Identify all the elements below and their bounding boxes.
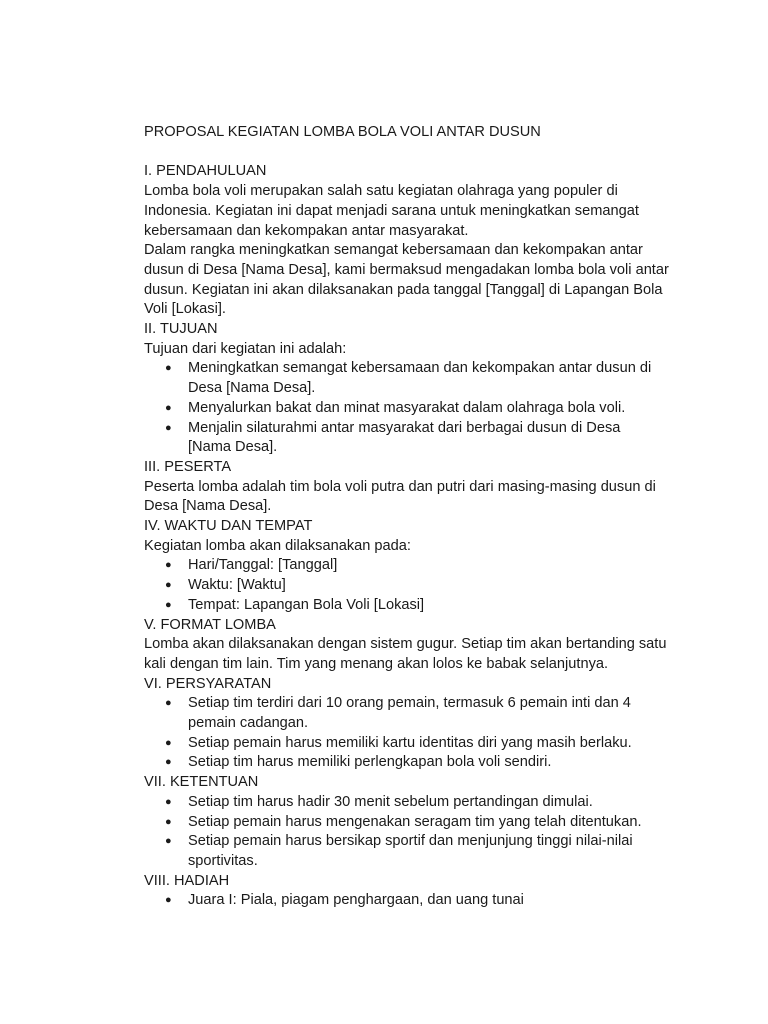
- section-persyaratan: [144, 675, 684, 774]
- section-heading: VIII. HADIAH: [144, 872, 230, 889]
- list-item: [144, 793, 664, 813]
- list-item-text: Menjalin silaturahmi antar masyarakat dari berbagai dusun di Desa [Nama Desa].: [188, 419, 621, 456]
- section-waktu-dan-tempat: [144, 517, 684, 616]
- section-hadiah: [144, 872, 684, 911]
- list-item-text: Menyalurkan bakat dan minat masyarakat dalam olahraga bola voli.: [188, 399, 626, 416]
- list-item-text: Tempat: Lapangan Bola Voli [Lokasi]: [188, 596, 425, 613]
- list-item-text: Waktu: [Waktu]: [188, 577, 286, 594]
- bullet-list: [144, 793, 684, 872]
- list-item: [144, 556, 664, 576]
- list-item: [144, 891, 664, 911]
- section-tujuan: [144, 320, 684, 458]
- list-item: [144, 399, 664, 419]
- paragraph: Dalam rangka meningkatkan semangat kebersamaan dan kekompakan antar dusun di Desa [Nama Desa], kami bermaksud mengadakan lomba bola voli antar dusun. Kegiatan ini akan dilaksanakan pada tanggal [Tanggal] di Lapangan Bola Voli [Lokasi].: [144, 242, 669, 318]
- section-ketentuan: [144, 773, 684, 872]
- bullet-list: [144, 891, 684, 911]
- bullet-icon: ●: [165, 795, 172, 808]
- bullet-icon: ●: [165, 815, 172, 828]
- list-item: [144, 813, 664, 833]
- list-item-text: Setiap pemain harus mengenakan seragam tim yang telah ditentukan.: [188, 813, 642, 830]
- bullet-icon: ●: [165, 835, 172, 848]
- bullet-icon: ●: [165, 401, 172, 414]
- paragraph: Lomba akan dilaksanakan dengan sistem gugur. Setiap tim akan bertanding satu kali dengan tim lain. Tim yang menang akan lolos ke babak selanjutnya.: [144, 636, 667, 672]
- section-heading: VII. KETENTUAN: [144, 774, 259, 791]
- document-title: PROPOSAL KEGIATAN LOMBA BOLA VOLI ANTAR DUSUN: [144, 124, 541, 140]
- list-item-text: Setiap pemain harus memiliki kartu identitas diri yang masih berlaku.: [188, 734, 632, 751]
- bullet-icon: ●: [165, 736, 172, 749]
- list-item: [144, 734, 664, 754]
- bullet-icon: ●: [165, 756, 172, 769]
- list-item: [144, 753, 664, 773]
- section-heading: I. PENDAHULUAN: [144, 163, 267, 180]
- bullet-list: [144, 694, 684, 773]
- document-page: [144, 123, 684, 911]
- paragraph: Lomba bola voli merupakan salah satu kegiatan olahraga yang populer di Indonesia. Kegiatan ini dapat menjadi sarana untuk meningkatkan semangat kebersamaan dan kekompakan antar masyarakat.: [144, 183, 639, 239]
- bullet-list: [144, 359, 684, 458]
- list-item-text: Setiap tim harus memiliki perlengkapan bola voli sendiri.: [188, 754, 552, 771]
- section-peserta: [144, 458, 684, 517]
- list-item-text: Meningkatkan semangat kebersamaan dan kekompakan antar dusun di Desa [Nama Desa].: [188, 360, 652, 397]
- section-heading: V. FORMAT LOMBA: [144, 616, 276, 633]
- bullet-icon: ●: [165, 697, 172, 710]
- bullet-icon: ●: [165, 559, 172, 572]
- list-item: [144, 576, 664, 596]
- paragraph: Peserta lomba adalah tim bola voli putra dan putri dari masing-masing dusun di Desa [Nama Desa].: [144, 478, 656, 515]
- list-item-text: Juara I: Piala, piagam penghargaan, dan uang tunai: [188, 892, 524, 909]
- bullet-list: [144, 556, 684, 615]
- bullet-icon: ●: [165, 579, 172, 592]
- bullet-icon: ●: [165, 421, 172, 434]
- list-item-text: Setiap tim terdiri dari 10 orang pemain, termasuk 6 pemain inti dan 4 pemain cadangan.: [188, 695, 631, 732]
- list-item: [144, 832, 664, 871]
- list-item: [144, 596, 664, 616]
- paragraph: Tujuan dari kegiatan ini adalah:: [144, 340, 347, 357]
- list-item-text: Hari/Tanggal: [Tanggal]: [188, 557, 338, 574]
- section-pendahuluan: [144, 162, 684, 320]
- list-item: [144, 359, 664, 398]
- list-item: [144, 694, 664, 733]
- list-item-text: Setiap pemain harus bersikap sportif dan menjunjung tinggi nilai-nilai sportivitas.: [188, 833, 633, 869]
- section-heading: III. PESERTA: [144, 458, 232, 475]
- section-heading: IV. WAKTU DAN TEMPAT: [144, 518, 313, 535]
- section-heading: II. TUJUAN: [144, 321, 218, 338]
- section-format-lomba: [144, 616, 684, 675]
- paragraph: Kegiatan lomba akan dilaksanakan pada:: [144, 537, 411, 554]
- list-item-text: Setiap tim harus hadir 30 menit sebelum pertandingan dimulai.: [188, 793, 593, 810]
- bullet-icon: ●: [165, 598, 172, 611]
- section-heading: VI. PERSYARATAN: [144, 675, 272, 692]
- bullet-icon: ●: [165, 362, 172, 375]
- list-item: [144, 419, 664, 458]
- bullet-icon: ●: [165, 894, 172, 907]
